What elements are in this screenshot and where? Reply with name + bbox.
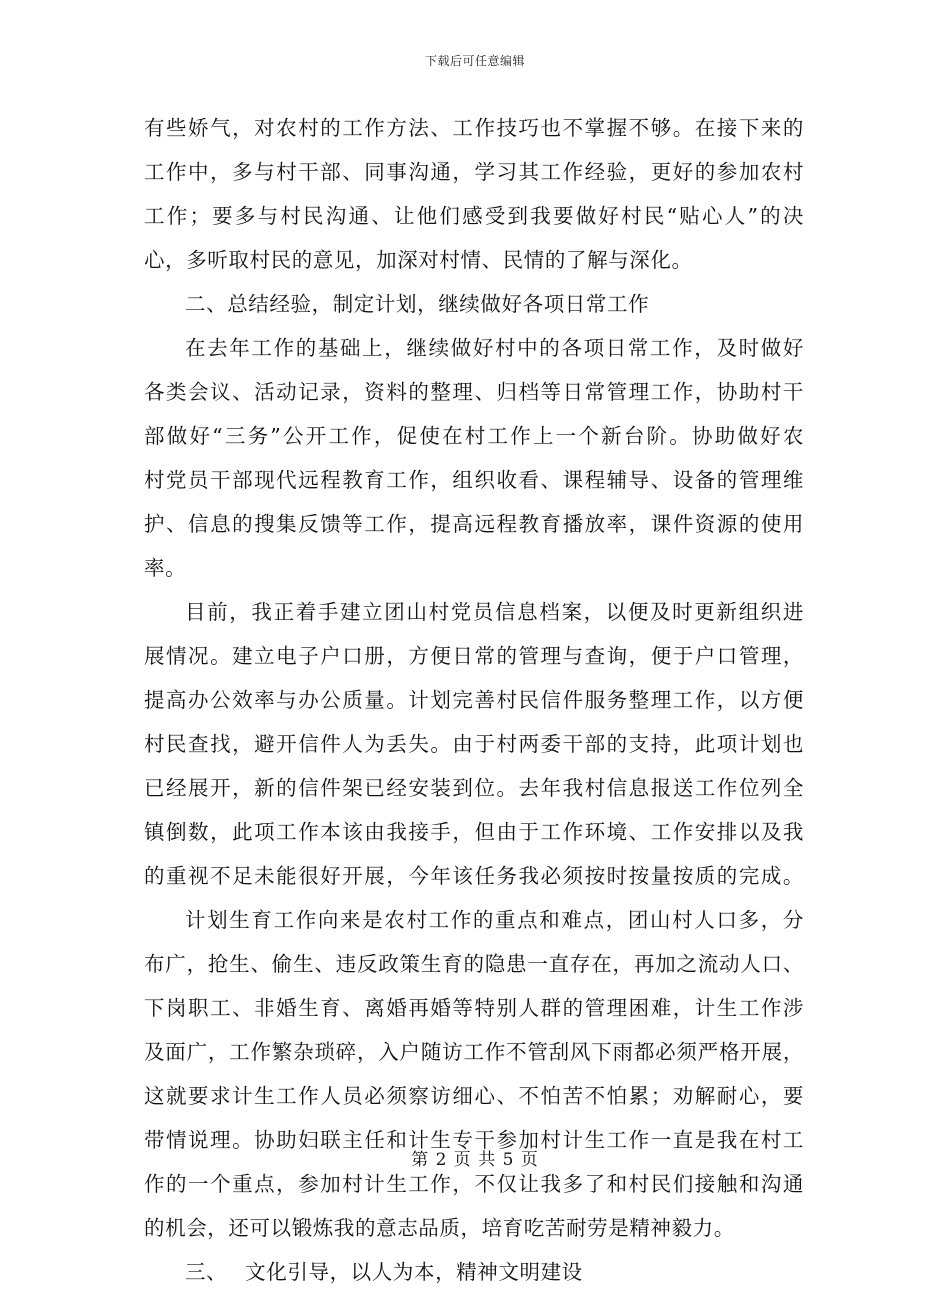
text-line: 目前，我正着手建立团山村党员信息档案，以便及时更新组织进	[185, 600, 804, 624]
text-line: 及面广，工作繁杂琐碎，入户随访工作不管刮风下雨都必须严格开展，	[144, 1040, 804, 1064]
text-line: 部做好“三务”公开工作，促使在村工作上一个新台阶。协助做好农	[144, 424, 804, 448]
text-line: 护、信息的搜集反馈等工作，提高远程教育播放率，课件资源的使用	[144, 512, 804, 536]
text-line: 布广，抢生、偷生、违反政策生育的隐患一直存在，再加之流动人口、	[144, 952, 804, 976]
text-line: 二、总结经验，制定计划，继续做好各项日常工作	[185, 292, 650, 316]
text-line: 作的一个重点，参加村计生工作，不仅让我多了和村民们接触和沟通	[144, 1172, 804, 1196]
text-line: 村党员干部现代远程教育工作，组织收看、课程辅导、设备的管理维	[144, 468, 804, 492]
page-footer: 第 2 页 共 5 页	[411, 1150, 539, 1170]
text-line: 的机会，还可以锻炼我的意志品质，培育吃苦耐劳是精神毅力。	[144, 1216, 735, 1240]
text-line: 带情说理。协助妇联主任和计生专干参加村计生工作一直是我在村工	[144, 1128, 804, 1152]
text-line: 展情况。建立电子户口册，方便日常的管理与查询，便于户口管理，	[144, 644, 804, 668]
text-line: 村民查找，避开信件人为丢失。由于村两委干部的支持，此项计划也	[144, 732, 804, 756]
text-line: 率。	[144, 556, 187, 580]
text-line: 心，多听取村民的意见，加深对村情、民情的了解与深化。	[144, 248, 693, 272]
text-line: 这就要求计生工作人员必须察访细心、不怕苦不怕累；劝解耐心，要	[144, 1084, 804, 1108]
text-line: 计划生育工作向来是农村工作的重点和难点，团山村人口多，分	[185, 908, 804, 932]
text-line: 已经展开，新的信件架已经安装到位。去年我村信息报送工作位列全	[144, 776, 804, 800]
text-line: 在去年工作的基础上，继续做好村中的各项日常工作，及时做好	[185, 336, 804, 360]
text-line: 工作；要多与村民沟通、让他们感受到我要做好村民“贴心人”的决	[144, 204, 804, 228]
text-line: 镇倒数，此项工作本该由我接手，但由于工作环境、工作安排以及我	[144, 820, 804, 844]
text-line: 有些娇气，对农村的工作方法、工作技巧也不掌握不够。在接下来的	[144, 116, 804, 140]
text-line: 提高办公效率与办公质量。计划完善村民信件服务整理工作，以方便	[144, 688, 804, 712]
text-line: 工作中，多与村干部、同事沟通，学习其工作经验，更好的参加农村	[144, 160, 804, 184]
text-line: 的重视不足未能很好开展，今年该任务我必须按时按量按质的完成。	[144, 864, 804, 888]
text-line: 三、 文化引导，以人为本，精神文明建设	[185, 1260, 583, 1284]
page-header: 下载后可任意编辑	[424, 54, 525, 68]
text-line: 各类会议、活动记录，资料的整理、归档等日常管理工作，协助村干	[144, 380, 804, 404]
text-line: 下岗职工、非婚生育、离婚再婚等特别人群的管理困难，计生工作涉	[144, 996, 804, 1020]
document-body	[144, 106, 804, 1294]
